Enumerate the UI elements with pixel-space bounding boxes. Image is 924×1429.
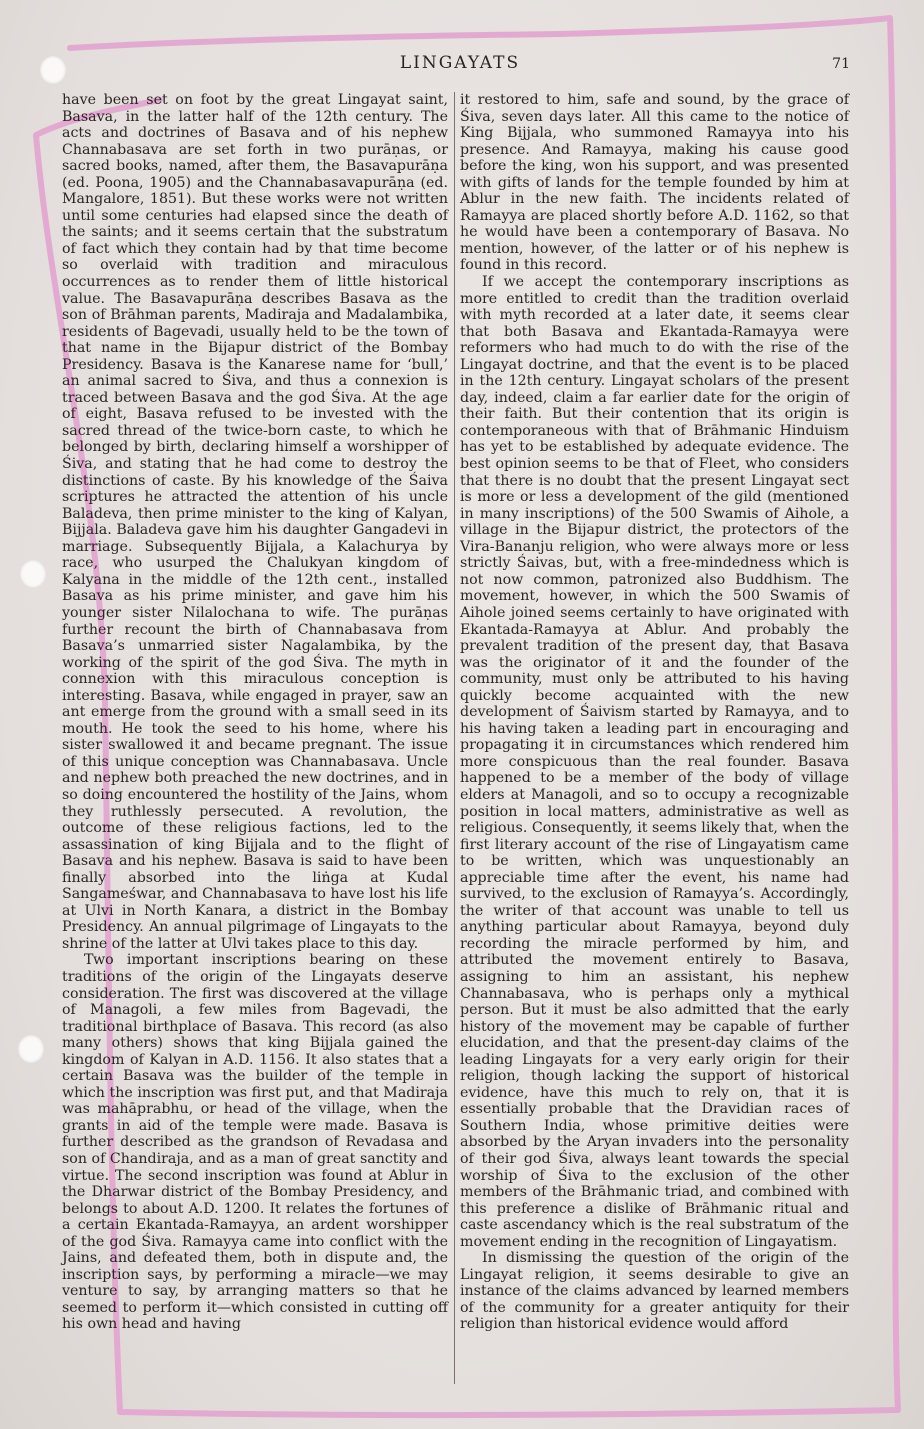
page-header: [0, 53, 924, 77]
paragraph: In dismissing the question of the origin of the Lingayat religion, it seems desirable to give an instance of the claims advanced by learned members of the community for a greater antiquity for their religion than historical evidence would afford: [460, 1250, 849, 1333]
paragraph: it restored to him, safe and sound, by the grace of Śiva, seven days later. All this came to the notice of King Bijjala, who summoned Ramayya into his presence. And Ramayya, making his cause good before the king, won his support, and was presented with gifts of lands for the temple founded by him at Ablur in the new faith. The incidents related of Ramayya are placed shortly before A.D. 1162, so that he would have been a contemporary of Basava. No mention, however, of the latter or of his nephew is found in this record.: [460, 92, 849, 274]
page-number: 71: [832, 56, 850, 72]
paragraph: have been set on foot by the great Lingayat saint, Basava, in the latter half of the 12th century. The acts and doctrines of Basava and of his nephew Channabasava are set forth in two purāṇas, or sacred books, named, after them, the Basavapurāṇa (ed. Poona, 1905) and the Channabasavapurāṇa (ed. Mangalore, 1851). But these works were not written until some centuries had elapsed since the death of the saints; and it seems certain that the substratum of fact which they contain had by that time become so overlaid with tradition and miraculous occurrences as to render them of little historical value. The Basavapurāṇa describes Basava as the son of Brāhman parents, Madiraja and Madalambika, residents of Bagevadi, usually held to be the town of that name in the Bijapur district of the Bombay Presidency. Basava is the Kanarese name for ‘bull,’ an animal sacred to Śiva, and thus a connexion is traced between Basava and the god Śiva. At the age of eight, Basava refused to be invested with the sacred thread of the twice-born caste, to which he belonged by birth, declaring himself a worshipper of Śiva, and stating that he had come to destroy the distinctions of caste. By his knowledge of the Śaiva scriptures he attracted the attention of his uncle Baladeva, then prime minister to the king of Kalyan, Bijjala. Baladeva gave him his daughter Gangadevi in marriage. Subsequently Bijjala, a Kalachurya by race, who usurped the Chalukyan kingdom of Kalyana in the middle of the 12th cent., installed Basava as his prime minister, and gave him his younger sister Nilalochana to wife. The purāṇas further recount the birth of Channabasava from Basava’s unmarried sister Nagalambika, by the working of the spirit of the god Śiva. The myth in connexion with this miraculous conception is interesting. Basava, while engaged in prayer, saw an ant emerge from the ground with a small seed in its mouth. He took the seed to his home, where his sister swallowed it and became pregnant. The issue of this unique conception was Channabasava. Uncle and nephew both preached the new doctrines, and in so doing encountered the hostility of the Jains, whom they ruthlessly persecuted. A revolution, the outcome of these religious factions, led to the assassination of king Bijjala and to the flight of Basava and his nephew. Basava is said to have been finally absorbed into the liṅga at Kudal Sangameśwar, and Channabasava to have lost his life at Ulvi in North Kanara, a district in the Bombay Presidency. An annual pilgrimage of Lingayats to the shrine of the latter at Ulvi takes place to this day.: [62, 92, 448, 952]
running-head: LINGAYATS: [399, 53, 521, 73]
text-column-right: [460, 92, 849, 1333]
column-rule: [454, 92, 455, 1384]
paragraph: Two important inscriptions bearing on these traditions of the origin of the Lingayats deserve consideration. The first was discovered at the village of Managoli, a few miles from Bagevadi, the traditional birthplace of Basava. This record (as also many others) shows that king Bijjala gained the kingdom of Kalyan in A.D. 1156. It also states that a certain Basava was the builder of the temple in which the inscription was first put, and that Madiraja was mahāprabhu, or head of the village, when the grants in aid of the temple were made. Basava is further described as the grandson of Revadasa and son of Chandiraja, and as a man of great sanctity and virtue. The second inscription was found at Ablur in the Dharwar district of the Bombay Presidency, and belongs to about A.D. 1200. It relates the fortunes of a certain Ekantada-Ramayya, an ardent worshipper of the god Śiva. Ramayya came into conflict with the Jains, and defeated them, both in dispute and, the inscription says, by performing a miracle—we may venture to say, by arranging matters so that he seemed to perform it—which consisted in cutting off his own head and having: [62, 952, 448, 1333]
paragraph: If we accept the contemporary inscriptions as more entitled to credit than the tradition overlaid with myth recorded at a later date, it seems clear that both Basava and Ekantada-Ramayya were reformers who had much to do with the rise of the Lingayat doctrine, and that the event is to be placed in the 12th century. Lingayat scholars of the present day, indeed, claim a far earlier date for the origin of their faith. But their contention that its origin is contemporaneous with that of Brāhmanic Hinduism has yet to be established by adequate evidence. The best opinion seems to be that of Fleet, who considers that there is no doubt that the present Lingayat sect is more or less a development of the gild (mentioned in many inscriptions) of the 500 Swamis of Aihole, a village in the Bijapur district, the protectors of the Vira-Bananju religion, who were always more or less strictly Śaivas, but, with a free-mindedness which is not now common, patronized also Buddhism. The movement, however, in which the 500 Swamis of Aihole joined seems certainly to have originated with Ekantada-Ramayya at Ablur. And probably the prevalent tradition of the present day, that Basava was the originator of it and the founder of the community, must only be attributed to his having quickly become acquainted with the new development of Śaivism started by Ramayya, and to his having taken a leading part in encouraging and propagating it in circumstances which rendered him more conspicuous than the real founder. Basava happened to be a member of the body of village elders at Managoli, and so to occupy a recognizable position in local matters, administrative as well as religious. Consequently, it seems likely that, when the first literary account of the rise of Lingayatism came to be written, which was unquestionably an appreciable time after the event, his name had survived, to the exclusion of Ramayya’s. Accordingly, the writer of that account was unable to tell us anything particular about Ramayya, beyond duly recording the miracle performed by him, and attributed the movement entirely to Basava, assigning to him an assistant, his nephew Channabasava, who is perhaps only a mythical person. But it must be also admitted that the early history of the movement may be capable of further elucidation, and that the present-day claims of the leading Lingayats for a very early origin for their religion, though lacking the support of historical evidence, have this much to rely on, that it is essentially probable that the Dravidian races of Southern India, whose primitive deities were absorbed by the Aryan invaders into the personality of their god Śiva, always leant towards the special worship of Śiva to the exclusion of the other members of the Brāhmanic triad, and combined with this preference a dislike of Brāhmanic ritual and caste ascendancy which is the real substratum of the movement ending in the recognition of Lingayatism.: [460, 274, 849, 1250]
text-column-left: [62, 92, 448, 1333]
